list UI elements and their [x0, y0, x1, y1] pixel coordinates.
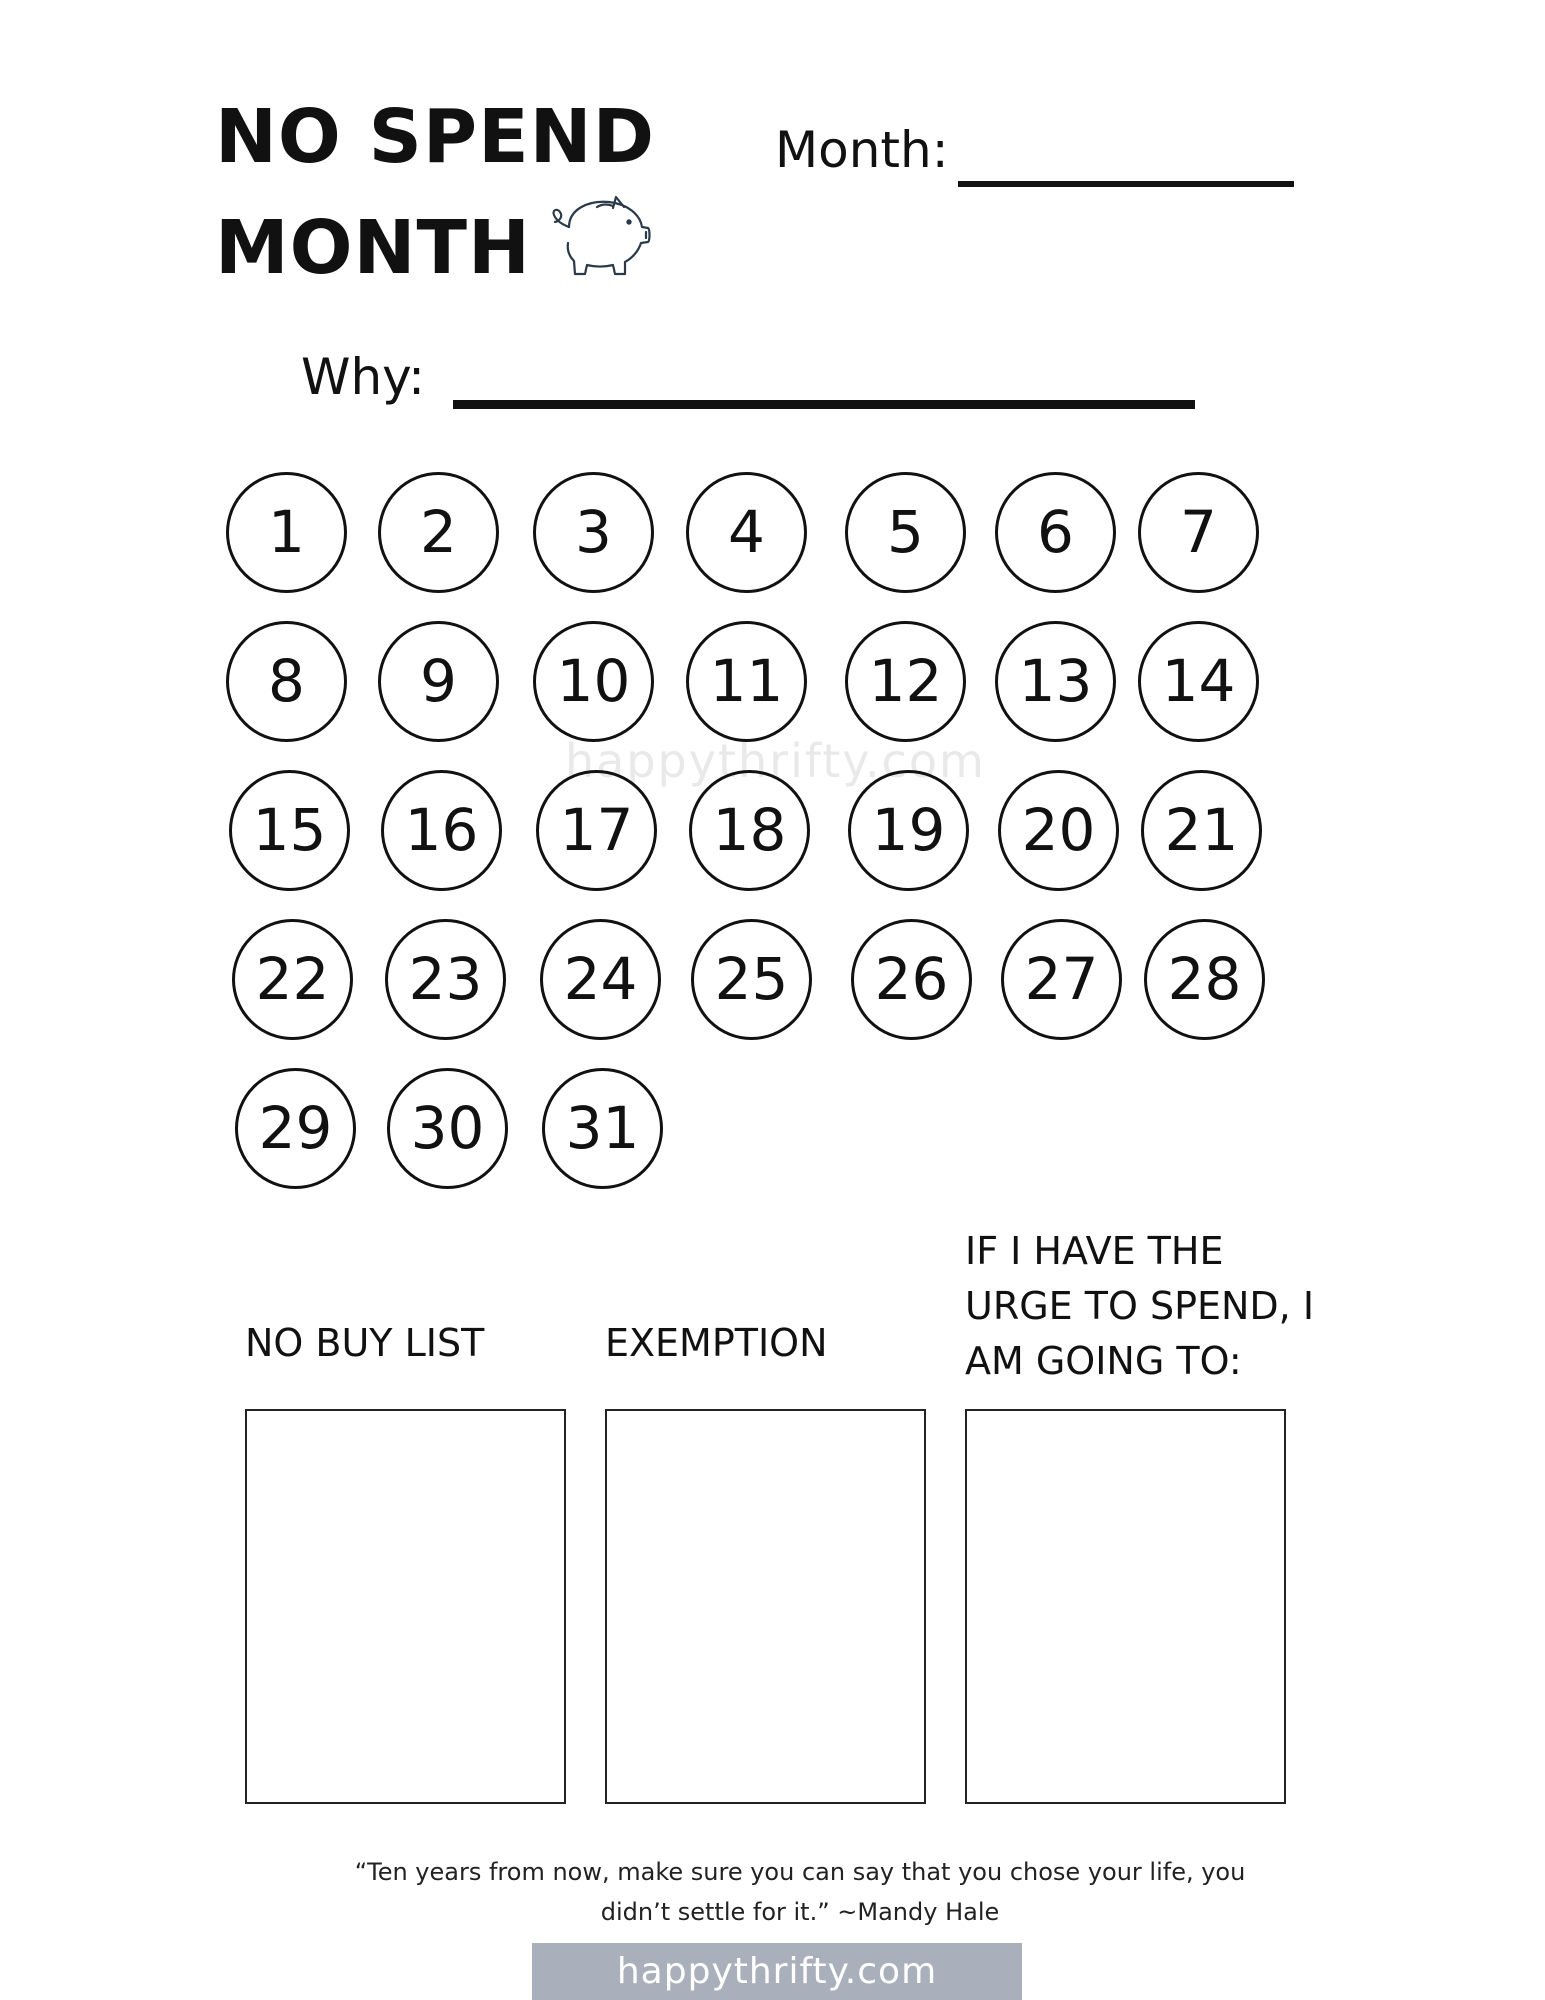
day-circle[interactable]: 24: [540, 919, 661, 1040]
day-circle[interactable]: 5: [845, 472, 966, 593]
day-circle[interactable]: 9: [378, 621, 499, 742]
day-circle[interactable]: 12: [845, 621, 966, 742]
day-circle[interactable]: 8: [226, 621, 347, 742]
day-circle[interactable]: 26: [851, 919, 972, 1040]
day-circle[interactable]: 17: [536, 770, 657, 891]
no-buy-list-heading: NO BUY LIST: [245, 1321, 485, 1365]
footer-banner: [532, 1943, 1022, 2000]
why-label: Why:: [301, 348, 425, 406]
no-buy-list-box[interactable]: [245, 1409, 566, 1804]
piggy-bank-icon: [543, 194, 651, 280]
why-input-line[interactable]: [453, 400, 1195, 409]
day-circle[interactable]: 14: [1138, 621, 1259, 742]
day-circle[interactable]: 15: [229, 770, 350, 891]
quote: “Ten years from now, make sure you can say that you chose your life, you didn’t settle for it.” ~Mandy Hale: [354, 1858, 1246, 1926]
day-circle[interactable]: 2: [378, 472, 499, 593]
exemption-box[interactable]: [605, 1409, 926, 1804]
day-circle[interactable]: 30: [387, 1068, 508, 1189]
month-input-line[interactable]: [958, 181, 1294, 187]
urge-heading: IF I HAVE THE URGE TO SPEND, I AM GOING TO:: [965, 1229, 1315, 1383]
day-circle[interactable]: 25: [691, 919, 812, 1040]
exemption-heading: EXEMPTION: [605, 1321, 828, 1365]
day-circle[interactable]: 31: [542, 1068, 663, 1189]
day-circle[interactable]: 20: [998, 770, 1119, 891]
day-circle[interactable]: 6: [995, 472, 1116, 593]
day-circle[interactable]: 29: [235, 1068, 356, 1189]
month-label: Month:: [775, 121, 949, 179]
day-circle[interactable]: 11: [686, 621, 807, 742]
title-line-1: NO SPEND: [215, 94, 656, 180]
day-circle[interactable]: 3: [533, 472, 654, 593]
day-circle[interactable]: 19: [848, 770, 969, 891]
day-circle[interactable]: 21: [1141, 770, 1262, 891]
day-circle[interactable]: 1: [226, 472, 347, 593]
day-circle[interactable]: 13: [995, 621, 1116, 742]
day-circle[interactable]: 10: [533, 621, 654, 742]
title-line-2: MONTH: [215, 205, 531, 291]
day-circle[interactable]: 22: [232, 919, 353, 1040]
day-circle[interactable]: 18: [689, 770, 810, 891]
day-circle[interactable]: 23: [385, 919, 506, 1040]
footer-site-link[interactable]: happythrifty.com: [616, 1951, 938, 1992]
day-circle[interactable]: 7: [1138, 472, 1259, 593]
day-circle[interactable]: 4: [686, 472, 807, 593]
day-circle[interactable]: 28: [1144, 919, 1265, 1040]
day-circle[interactable]: 27: [1001, 919, 1122, 1040]
day-circle[interactable]: 16: [381, 770, 502, 891]
watermark: happythrifty.com: [565, 734, 986, 788]
urge-box[interactable]: [965, 1409, 1286, 1804]
